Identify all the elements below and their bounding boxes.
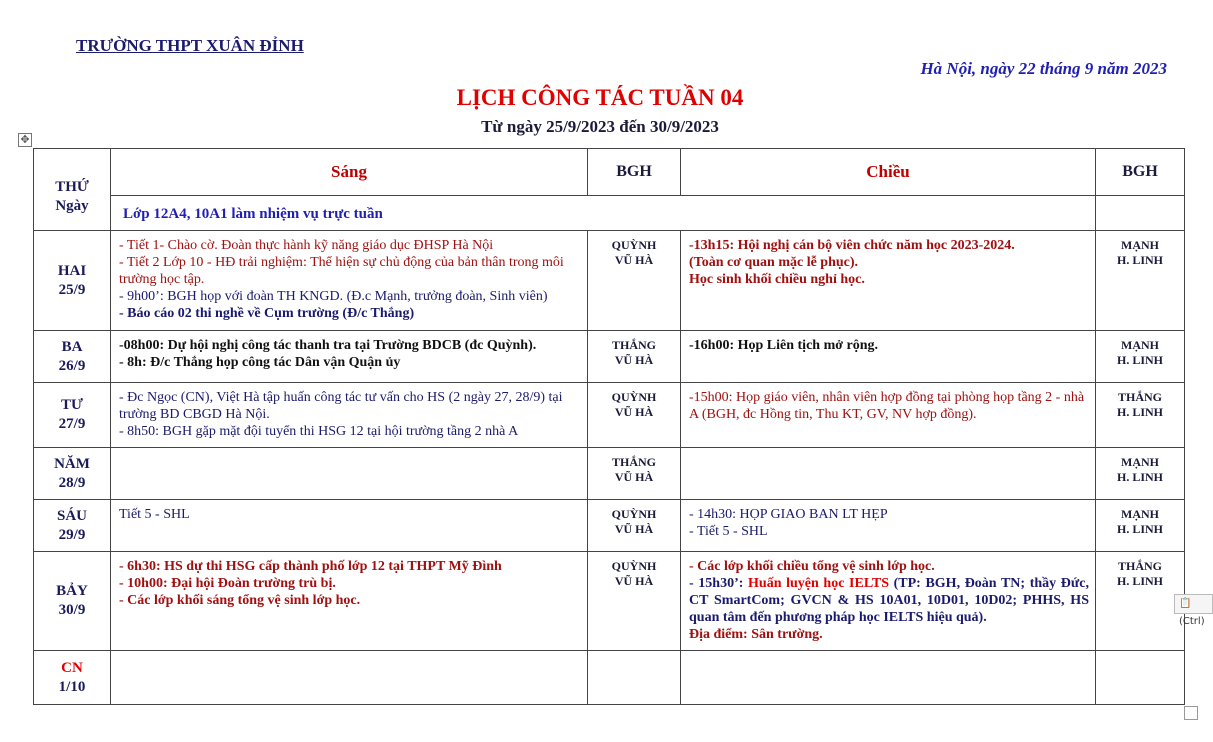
day-date: 30/9 — [58, 602, 86, 618]
afternoon-leaders — [1096, 331, 1185, 383]
leader: H. LINH — [1116, 353, 1163, 367]
leader: MẠNH — [1121, 507, 1159, 521]
afternoon-item: - 14h30: HỌP GIAO BAN LT HẸP — [689, 507, 888, 522]
leader: H. LINH — [1116, 470, 1163, 484]
table-row — [34, 331, 1185, 383]
leader: THẮNG — [1117, 559, 1162, 573]
leader: VŨ HÀ — [614, 253, 654, 267]
morning-item: - Báo cáo 02 thi nghề về Cụm trường (Đ/c Thắng) — [119, 306, 415, 321]
clipboard-icon: 📋 — [1179, 598, 1192, 609]
header-ngay: Ngày — [55, 197, 89, 214]
header-thu: THỨ — [55, 178, 89, 195]
leader: VŨ HÀ — [614, 522, 654, 536]
leader: VŨ HÀ — [614, 353, 654, 367]
morning-cell — [111, 552, 588, 651]
afternoon-leaders — [1096, 552, 1185, 651]
table-row — [34, 383, 1185, 448]
day-cell — [34, 331, 111, 383]
leader: QUỲNH — [611, 559, 657, 573]
day-cell — [34, 651, 111, 705]
header-day-cell — [34, 149, 111, 231]
morning-item: Tiết 5 - SHL — [119, 507, 190, 522]
day-date: 26/9 — [58, 357, 86, 374]
afternoon-cell — [681, 331, 1096, 383]
afternoon-item: -15h00: Họp giáo viên, nhân viên hợp đồng tại phòng họp tầng 2 - nhà A (BGH, đc Hồng tin, Thu KT, GV, NV hợp đồng). — [689, 390, 1085, 422]
leader: VŨ HÀ — [614, 405, 654, 419]
afternoon-place: Địa điểm: Sân trường. — [689, 627, 823, 642]
day-name: BẢY — [56, 583, 88, 599]
day-date: 29/9 — [58, 526, 86, 543]
afternoon-item: Học sinh khối chiều nghỉ học. — [689, 272, 865, 287]
leader: VŨ HÀ — [614, 574, 654, 588]
morning-cell — [111, 383, 588, 448]
page-title: LỊCH CÔNG TÁC TUẦN 04 — [456, 85, 744, 110]
morning-item: - 8h50: BGH gặp mặt đội tuyển thi HSG 12 tại hội trường tầng 2 nhà A — [119, 424, 519, 439]
leader: H. LINH — [1116, 574, 1163, 588]
afternoon-leaders — [1096, 448, 1185, 500]
morning-item: - Tiết 2 Lớp 10 - HĐ trải nghiệm: Thể hiện sự chủ động của bản thân trong môi trường học tập. — [119, 255, 564, 287]
leader: MẠNH — [1121, 338, 1159, 352]
leader: THẮNG — [611, 455, 656, 469]
leader: H. LINH — [1116, 253, 1163, 267]
table-row — [34, 651, 1185, 705]
leader: VŨ HÀ — [614, 470, 654, 484]
leader: THẮNG — [611, 338, 656, 352]
day-name: TƯ — [61, 397, 83, 413]
day-name: BA — [61, 338, 83, 355]
leader: MẠNH — [1121, 238, 1159, 252]
morning-item: - Các lớp khối sáng tổng vệ sinh lớp học. — [119, 593, 361, 608]
duty-empty-afternoon — [1096, 196, 1185, 231]
leader: MẠNH — [1121, 455, 1159, 469]
day-cell — [34, 383, 111, 448]
table-row — [34, 231, 1185, 331]
schedule-table — [33, 148, 1185, 705]
date-range: Từ ngày 25/9/2023 đến 30/9/2023 — [481, 117, 719, 136]
morning-leaders — [588, 500, 681, 552]
day-name: SÁU — [56, 507, 87, 524]
morning-cell — [111, 651, 588, 705]
leader: QUỲNH — [611, 507, 657, 521]
morning-leaders — [588, 331, 681, 383]
day-cell — [34, 448, 111, 500]
afternoon-leaders — [1096, 231, 1185, 331]
header-morning: Sáng — [111, 149, 588, 196]
morning-item: -08h00: Dự hội nghị công tác thanh tra tại Trường BDCB (đc Quỳnh). — [119, 338, 537, 353]
day-name: CN — [61, 659, 83, 676]
afternoon-cell — [681, 651, 1096, 705]
morning-cell — [111, 500, 588, 552]
header-afternoon: Chiều — [681, 149, 1096, 196]
afternoon-item: (Toàn cơ quan mặc lễ phục). — [689, 255, 859, 270]
day-cell — [34, 500, 111, 552]
day-date: 25/9 — [58, 281, 86, 298]
table-move-handle-icon[interactable]: ✥ — [18, 133, 32, 147]
leader: QUỲNH — [611, 238, 657, 252]
morning-item: - 10h00: Đại hội Đoàn trường trù bị. — [119, 576, 336, 591]
header-bgh-afternoon: BGH — [1096, 149, 1185, 196]
header-bgh-morning: BGH — [588, 149, 681, 196]
afternoon-item: - Các lớp khối chiều tổng vệ sinh lớp học. — [689, 559, 935, 574]
duty-row — [34, 196, 1185, 231]
afternoon-cell — [681, 448, 1096, 500]
day-date: 28/9 — [58, 474, 86, 491]
morning-item: - Đc Ngọc (CN), Việt Hà tập huấn công tác tư vấn cho HS (2 ngày 27, 28/9) tại trường BD CBGD Hà Nội. — [119, 390, 563, 422]
table-row — [34, 552, 1185, 651]
morning-leaders — [588, 448, 681, 500]
table-row — [34, 448, 1185, 500]
dateline: Hà Nội, ngày 22 tháng 9 năm 2023 — [920, 59, 1167, 78]
day-date: 1/10 — [58, 678, 86, 695]
leader: QUỲNH — [611, 390, 657, 404]
afternoon-cell — [681, 500, 1096, 552]
morning-leaders — [588, 383, 681, 448]
afternoon-cell — [681, 383, 1096, 448]
morning-cell — [111, 231, 588, 331]
header-row — [34, 149, 1185, 196]
leader: THẮNG — [1117, 390, 1162, 404]
morning-item: - Tiết 1- Chào cờ. Đoàn thực hành kỹ năng giáo dục ĐHSP Hà Nội — [119, 238, 494, 253]
afternoon-item: -13h15: Hội nghị cán bộ viên chức năm học 2023-2024. — [689, 238, 1015, 253]
afternoon-highlight: Huấn luyện học IELTS — [748, 576, 889, 591]
table-resize-handle-icon[interactable] — [1184, 706, 1198, 720]
paste-options-label: (Ctrl) — [1179, 616, 1205, 627]
afternoon-leaders — [1096, 500, 1185, 552]
leader: H. LINH — [1116, 522, 1163, 536]
table-row — [34, 500, 1185, 552]
morning-item: - 6h30: HS dự thi HSG cấp thành phố lớp 12 tại THPT Mỹ Đình — [119, 559, 502, 574]
day-name: HAI — [57, 262, 87, 279]
afternoon-time: - 15h30’: — [689, 576, 749, 591]
morning-cell — [111, 331, 588, 383]
afternoon-detail: (TP: BGH, Đoàn TN; thầy Đức, CT SmartCom; GVCN & HS 10A01, 10D01, 10D02; PHHS, HS quan tâm đến phương pháp học IELTS hiệu quả). — [689, 576, 1089, 625]
afternoon-cell — [681, 231, 1096, 331]
afternoon-leaders — [1096, 383, 1185, 448]
afternoon-cell — [681, 552, 1096, 651]
morning-item: - 9h00’: BGH họp với đoàn TH KNGD. (Đ.c Mạnh, trưởng đoàn, Sinh viên) — [119, 289, 548, 304]
day-cell — [34, 231, 111, 331]
day-name: NĂM — [54, 455, 90, 472]
day-date: 27/9 — [58, 416, 86, 432]
morning-leaders — [588, 651, 681, 705]
day-cell — [34, 552, 111, 651]
afternoon-leaders — [1096, 651, 1185, 705]
paste-options-button[interactable] — [1174, 594, 1213, 627]
morning-leaders — [588, 231, 681, 331]
morning-item: - 8h: Đ/c Thắng họp công tác Dân vận Quận ủy — [119, 355, 401, 370]
morning-cell — [111, 448, 588, 500]
leader: H. LINH — [1116, 405, 1163, 419]
afternoon-item — [689, 575, 1089, 626]
afternoon-item: - Tiết 5 - SHL — [689, 524, 768, 539]
school-name: TRƯỜNG THPT XUÂN ĐỈNH — [76, 36, 304, 55]
afternoon-item: -16h00: Họp Liên tịch mở rộng. — [689, 338, 878, 353]
morning-leaders — [588, 552, 681, 651]
duty-note: Lớp 12A4, 10A1 làm nhiệm vụ trực tuần — [111, 196, 1096, 231]
